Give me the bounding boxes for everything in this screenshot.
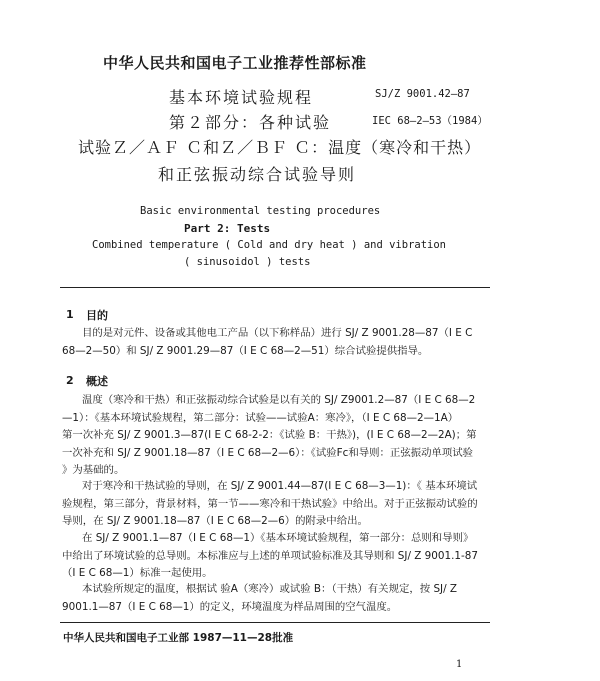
standard-org-title: 中华人民共和国电子工业推荐性部标准 xyxy=(103,54,367,72)
footer-divider xyxy=(60,622,490,623)
paragraph-line: 在 SJ/ Z 9001.1—87（I E C 68—1）《基本环境试验规程，第一部分：总则和导则》 xyxy=(82,532,474,544)
title-line-1: 基本环境试验规程 xyxy=(169,88,314,107)
section-2-paragraph-1 xyxy=(62,392,502,480)
title-line-4: 和正弦振动综合试验导则 xyxy=(158,165,357,184)
title-line-3: 试验Ｚ／ＡＦ Ｃ和Ｚ／ＢＦ Ｃ：温度（寒冷和干热） xyxy=(78,138,482,157)
section-1-body xyxy=(62,325,502,360)
paragraph-line: 一次补充和 SJ/ Z 9001.18—87（I E C 68—2—6）：《试验Fc和导则：正弦振动单项试验 xyxy=(62,446,474,459)
section-1-line: 68—2—50）和 SJ/ Z 9001.29—87（I E C 68—2—51）综合试验提供指导。 xyxy=(62,344,429,357)
page-number: 1 xyxy=(456,659,463,670)
section-2-heading: 概述 xyxy=(86,375,108,388)
section-1-heading: 目的 xyxy=(86,309,108,322)
paragraph-line: 本试验所规定的温度，根据试 验A（寒冷）或试验 B：（干热）有关规定，按 SJ/ Z xyxy=(82,583,458,595)
paragraph-line: 导则，在 SJ/ Z 9001.18—87（I E C 68—2—6）的附录中给出。 xyxy=(62,515,368,528)
section-2-paragraph-3 xyxy=(62,530,502,583)
header-divider xyxy=(60,287,490,288)
title-line-2: 第２部分：各种试验 xyxy=(169,113,332,132)
paragraph-line: 对于寒冷和干热试验的导则，在 SJ/ Z 9001.44—87(I E C 68—3—1)：《 基本环境试 xyxy=(82,480,478,492)
paragraph-line: —1）：《基本环境试验规程，第二部分：试验——试验A：寒冷》，（I E C 68—2—1A） xyxy=(62,411,459,424)
approval-line: 中华人民共和国电子工业部 1987—11—28批准 xyxy=(63,632,294,644)
paragraph-line: 中给出了环境试验的总导则。本标准应与上述的单项试验标准及其导则和 SJ/ Z 9001.1-87 xyxy=(62,549,479,562)
english-title-line-2: Part 2: Tests xyxy=(184,222,271,235)
section-2-paragraph-2 xyxy=(62,478,502,531)
english-title-line-1: Basic environmental testing procedures xyxy=(140,205,381,217)
english-title-line-3: Combined temperature ( Cold and dry heat ) and vibration xyxy=(92,239,447,251)
paragraph-line: 》为基础的。 xyxy=(62,464,125,477)
section-2-number: 2 xyxy=(66,374,74,387)
iec-code: IEC 68—2—53（1984） xyxy=(372,115,488,127)
paragraph-line: 验规程，第三部分，背景材料，第一节——寒冷和干热试验》中给出。对于正弦振动试验的 xyxy=(62,497,478,510)
english-title-line-4: ( sinusoidol ) tests xyxy=(184,256,311,268)
paragraph-line: 9001.1—87（I E C 68—1）的定义，环境温度为样品周围的空气温度。 xyxy=(62,600,398,613)
paragraph-line: 第一次补充 SJ/ Z 9001.3—87(I E C 68-2-2：《试验 B：干热》)，(I E C 68—2—2A)；第 xyxy=(62,429,477,442)
section-1-number: 1 xyxy=(66,308,74,321)
section-1-line: 目的是对元件、设备或其他电工产品（以下称样品）进行 SJ/ Z 9001.28—87（I E C xyxy=(82,327,473,339)
paragraph-line: 温度（寒冷和干热）和正弦振动综合试验是以有关的 SJ/ Z9001.2—87（I E C 68—2 xyxy=(82,394,476,406)
section-2-paragraph-4 xyxy=(62,581,502,616)
paragraph-line: （I E C 68—1）标准一起使用。 xyxy=(62,567,213,580)
standard-code: SJ/Z 9001.42—87 xyxy=(375,88,470,100)
